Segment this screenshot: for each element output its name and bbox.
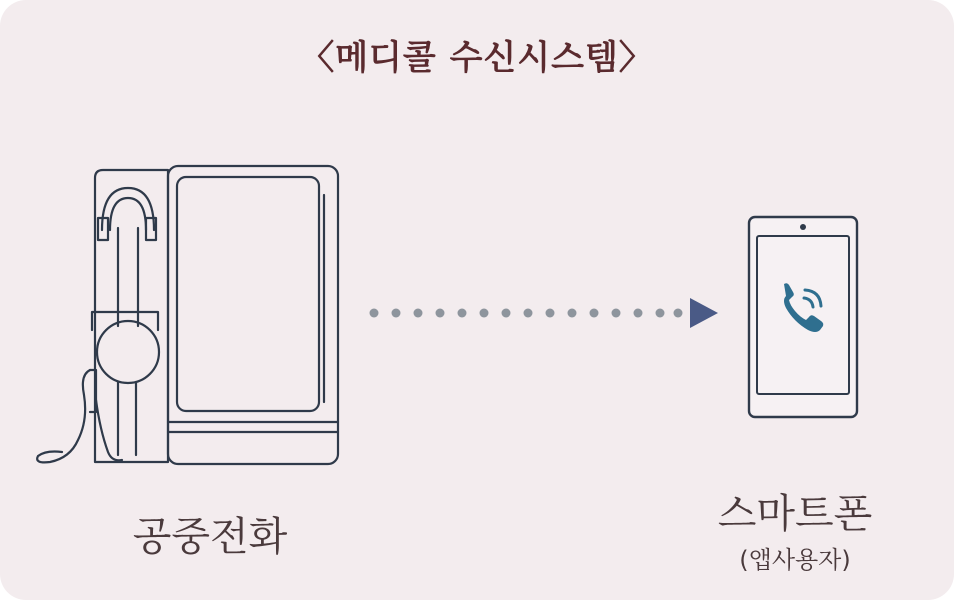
- smartphone-label: 스마트폰: [717, 491, 873, 537]
- payphone-body: [168, 166, 338, 464]
- smartphone-sublabel: (앱사용자): [739, 546, 851, 574]
- arrow: [370, 298, 719, 328]
- arrow-head: [690, 298, 718, 328]
- smartphone-icon: [749, 217, 857, 417]
- payphone-cord: [37, 370, 90, 462]
- payphone-earpiece: [97, 321, 159, 383]
- smartphone-body: [749, 217, 857, 417]
- diagram-title: 〈메디콜 수신시스템〉: [300, 38, 654, 78]
- payphone-label: 공중전화: [132, 514, 288, 560]
- payphone-handset-top-inner: [110, 198, 146, 230]
- arrow-dots: [370, 309, 683, 318]
- payphone-cord-clip: [90, 370, 96, 412]
- smartphone-camera: [800, 224, 806, 230]
- payphone-screen: [177, 177, 319, 411]
- payphone-icon: [37, 166, 338, 464]
